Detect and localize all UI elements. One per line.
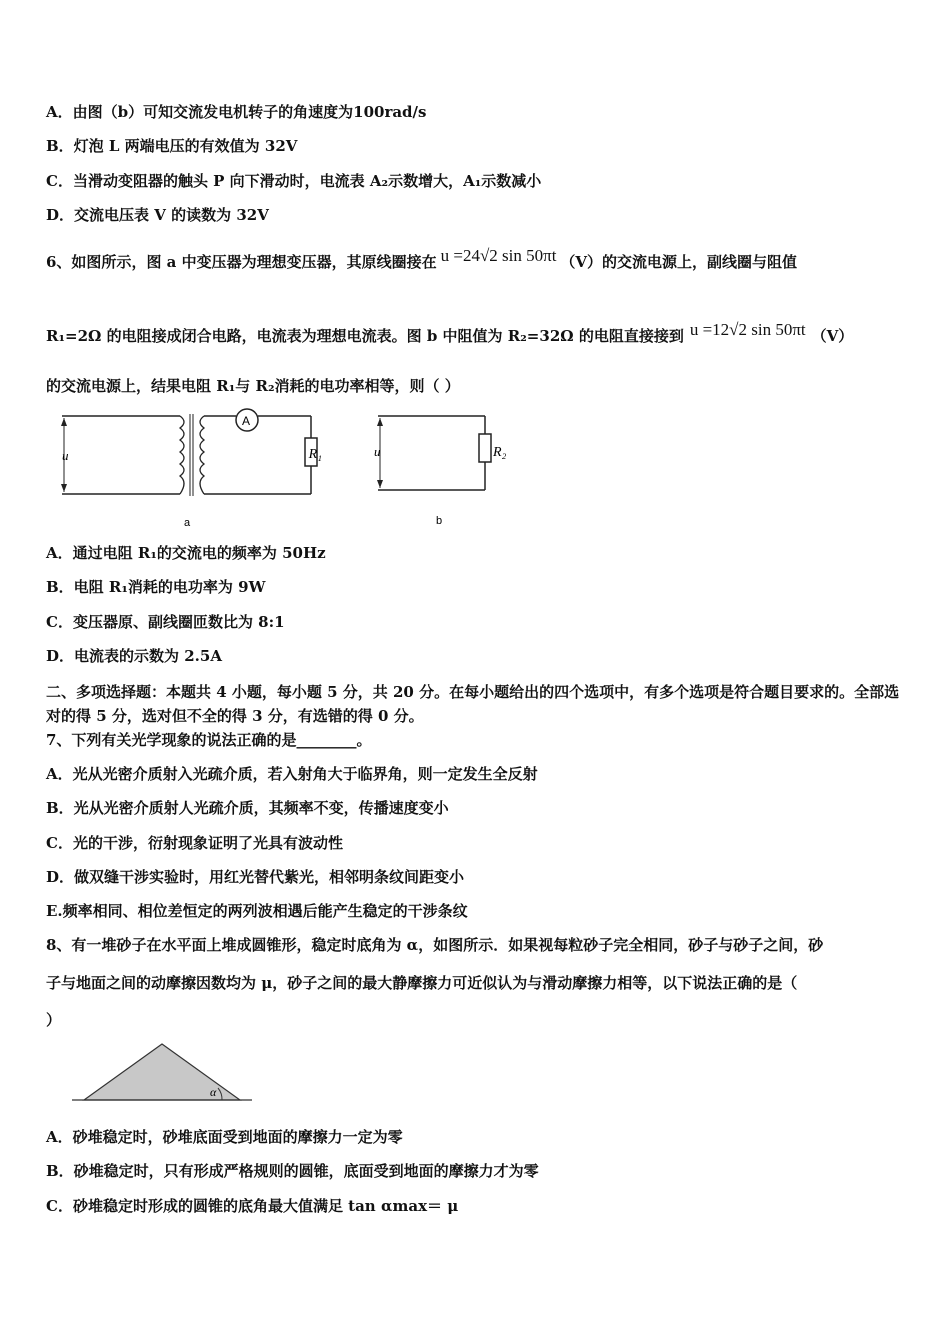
q7-stem: 7、下列有关光学现象的说法正确的是________。: [46, 731, 372, 749]
q6-option-c: C．变压器原、副线圈匝数比为 8:1: [46, 613, 285, 631]
q6-option-d: D．电流表的示数为 2.5A: [46, 647, 222, 665]
q8-stem-line2: 子与地面之间的动摩擦因数均为 μ，砂子之间的最大静摩擦力可近似认为与滑动摩擦力相等，以下说法正确的是（: [46, 974, 798, 992]
q6-stem-part4: （V）: [811, 327, 854, 345]
q6-figure-b: [368, 404, 518, 532]
q6-stem-part5: 的交流电源上，结果电阻 R₁与 R₂消耗的电功率相等，则（ ）: [46, 377, 460, 395]
q6-formula1: u =24√2 sin 50πt: [440, 246, 557, 265]
q8-option-b: B．砂堆稳定时，只有形成严格规则的圆锥，底面受到地面的摩擦力才为零: [46, 1162, 539, 1180]
q5-option-a: A．由图（b）可知交流发电机转子的角速度为100rad/s: [46, 103, 427, 121]
q6-fig-b-caption: b: [436, 515, 443, 527]
q8-alpha-label: α: [210, 1085, 217, 1099]
q8-stem-line1: 8、有一堆砂子在水平面上堆成圆锥形，稳定时底角为 α，如图所示．如果视每粒砂子完全相同，砂子与砂子之间，砂: [46, 936, 824, 954]
q6-stem-part2: （V）的交流电源上，副线圈与阻值: [560, 253, 798, 271]
q6-fig-b-u-label: u: [374, 444, 381, 459]
section2-heading: 二、多项选择题：本题共 4 小题，每小题 5 分，共 20 分。在每小题给出的四个选项中，有多个选项是符合题目要求的。全部选对的得 5 分，选对但不全的得 3 分，有选错的得 0 分。: [46, 683, 900, 725]
q6-formula2: u =12√2 sin 50πt: [689, 320, 806, 339]
q7-option-d: D．做双缝干涉实验时，用红光替代紫光，相邻明条纹间距变小: [46, 868, 465, 886]
q7-option-b: B．光从光密介质射人光疏介质，其频率不变，传播速度变小: [46, 799, 449, 817]
q5-option-c: C．当滑动变阻器的触头 P 向下滑动时，电流表 A₂示数增大，A₁示数减小: [46, 172, 542, 190]
q6-stem-part3: R₁=2Ω 的电阻接成闭合电路，电流表为理想电流表。图 b 中阻值为 R₂=32Ω 的电阻直接接到: [46, 327, 684, 345]
q7-option-c: C．光的干涉，衍射现象证明了光具有波动性: [46, 834, 343, 852]
q6-stem-part1: 6、如图所示，图 a 中变压器为理想变压器，其原线圈接在: [46, 253, 437, 271]
q8-option-c: C．砂堆稳定时形成的圆锥的底角最大值满足 tan αmax＝ μ: [46, 1197, 459, 1215]
q8-sand-pile-figure: [70, 1040, 260, 1106]
q7-option-a: A．光从光密介质射入光疏介质，若入射角大于临界角，则一定发生全反射: [46, 765, 538, 783]
q8-option-a: A．砂堆稳定时，砂堆底面受到地面的摩擦力一定为零: [46, 1128, 403, 1146]
q6-option-a: A．通过电阻 R₁的交流电的频率为 50Hz: [46, 544, 326, 562]
q5-option-d: D．交流电压表 V 的读数为 32V: [46, 206, 269, 224]
q6-fig-a-r1-label: R₁: [308, 447, 322, 462]
q6-figure-a: [52, 404, 322, 532]
q6-fig-a-u-label: u: [62, 448, 69, 463]
q6-fig-b-r2-label: R₂: [493, 445, 507, 460]
q6-option-b: B．电阻 R₁消耗的电功率为 9W: [46, 578, 266, 596]
q6-fig-a-ammeter: A: [242, 414, 251, 428]
q6-stem-line2: [46, 320, 854, 346]
q8-stem-line3: ）: [46, 1011, 62, 1029]
q5-option-b: B．灯泡 L 两端电压的有效值为 32V: [46, 137, 298, 155]
q7-option-e: E.频率相同、相位差恒定的两列波相遇后能产生稳定的干涉条纹: [46, 902, 468, 920]
q6-fig-a-caption: a: [184, 517, 191, 529]
q6-stem-line1: [46, 246, 798, 272]
